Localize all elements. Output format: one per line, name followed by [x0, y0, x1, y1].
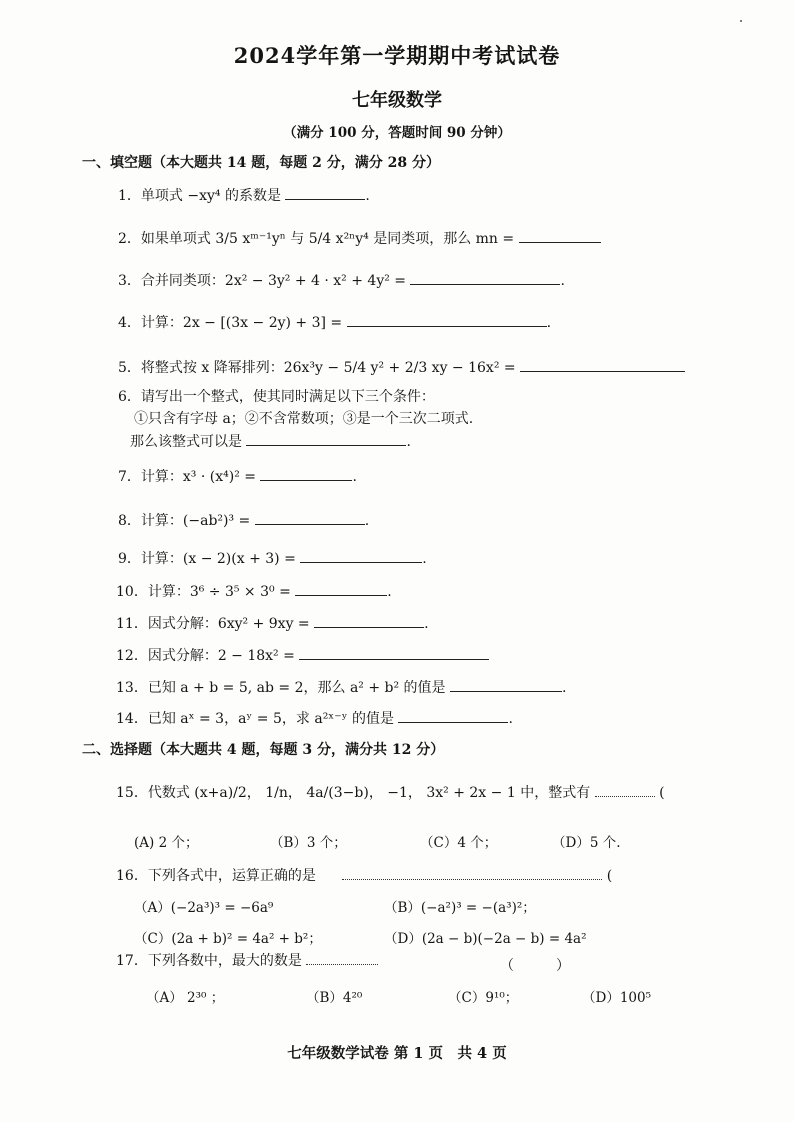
question-6: 6．请写出一个整式，使其同时满足以下三个条件： [118, 389, 435, 405]
question-15: 15．代数式 (x+a)/2， 1/n， 4a/(3−b)， −1， 3x² + 2x − 1 中，整式有 ( [116, 785, 665, 801]
answer-blank [285, 185, 365, 200]
question-5: 5．将整式按 x 降幂排列：26x³y − 5/4 y² + 2/3 xy − 16x² = [118, 357, 685, 378]
q17-option-c: （C）9¹⁰； [448, 990, 519, 1006]
q15-option-b: （B）3 个； [270, 835, 347, 851]
question-10: 10．计算：3⁶ ÷ 3⁵ × 3⁰ = . [116, 581, 392, 602]
question-11: 11．因式分解：6xy² + 9xy = . [116, 613, 429, 634]
answer-blank [520, 357, 685, 372]
exam-info: （满分 100 分，答题时间 90 分钟） [283, 125, 511, 141]
scan-speck [740, 20, 742, 22]
question-6-conditions: ①只含有字母 a；②不含常数项；③是一个三次二项式. [134, 411, 474, 427]
question-14: 14．已知 aˣ = 3，aʸ = 5，求 a²ˣ⁻ʸ 的值是 . [116, 708, 513, 729]
q17-option-b: （B）4²⁰ [306, 990, 363, 1006]
exam-subtitle: 七年级数学 [352, 90, 442, 111]
q16-option-a: （A）(−2a³)³ = −6a⁹ [134, 900, 274, 916]
question-8: 8．计算：(−ab²)³ = . [118, 510, 369, 531]
answer-blank [255, 510, 365, 525]
answer-blank [299, 645, 489, 660]
question-7: 7．计算：x³ · (x⁴)² = . [118, 466, 357, 487]
section-1-heading: 一、填空题（本大题共 14 题，每题 2 分，满分 28 分） [82, 155, 440, 171]
dot-leader [342, 867, 602, 880]
question-17: 17．下列各数中，最大的数是 [116, 951, 378, 971]
answer-blank [347, 312, 547, 327]
answer-blank [450, 677, 562, 692]
answer-blank [300, 548, 422, 563]
dot-leader [306, 952, 378, 965]
q16-option-c: （C）(2a + b)² = 4a² + b²； [134, 931, 322, 947]
answer-blank [314, 613, 424, 628]
dot-leader [595, 784, 655, 797]
question-12: 12．因式分解：2 − 18x² = [116, 645, 489, 666]
q16-option-b: （B）(−a²)³ = −(a³)²； [384, 900, 536, 916]
question-13: 13．已知 a + b = 5, ab = 2，那么 a² + b² 的值是 . [116, 677, 566, 698]
question-9: 9．计算：(x − 2)(x + 3) = . [118, 548, 427, 569]
q15-option-a: (A) 2 个； [134, 835, 199, 851]
page-footer: 七年级数学试卷 第 1 页 共 4 页 [287, 1045, 507, 1062]
q16-option-d: （D）(2a − b)(−2a − b) = 4a² [384, 931, 587, 947]
question-2: 2．如果单项式 3/5 xᵐ⁻¹yⁿ 与 5/4 x²ⁿy⁴ 是同类项，那么 mn = [118, 228, 601, 249]
q17-option-d: （D）100⁵ [582, 990, 652, 1006]
exam-title: 2024学年第一学期期中考试试卷 [233, 43, 561, 68]
q17-answer-bracket: （ ） [500, 958, 570, 974]
question-3: 3．合并同类项：2x² − 3y² + 4 · x² + 4y² = . [118, 270, 565, 291]
answer-blank [260, 466, 352, 481]
question-4: 4．计算：2x − [(3x − 2y) + 3] = . [118, 312, 551, 333]
question-1: 1．单项式 −xy⁴ 的系数是 . [118, 185, 370, 206]
question-6-answer: 那么该整式可以是 . [130, 431, 411, 452]
q17-option-a: （A） 2³⁰ ； [146, 990, 225, 1006]
section-2-heading: 二、选择题（本大题共 4 题，每题 3 分，满分共 12 分） [82, 742, 445, 758]
q15-option-c: （C）4 个； [420, 835, 498, 851]
question-16: 16．下列各式中，运算正确的是 ( [116, 868, 613, 884]
answer-blank [295, 581, 387, 596]
answer-blank [246, 431, 406, 446]
answer-blank [410, 270, 560, 285]
answer-blank [519, 228, 601, 243]
answer-blank [398, 708, 508, 723]
q15-option-d: （D）5 个. [552, 835, 621, 851]
